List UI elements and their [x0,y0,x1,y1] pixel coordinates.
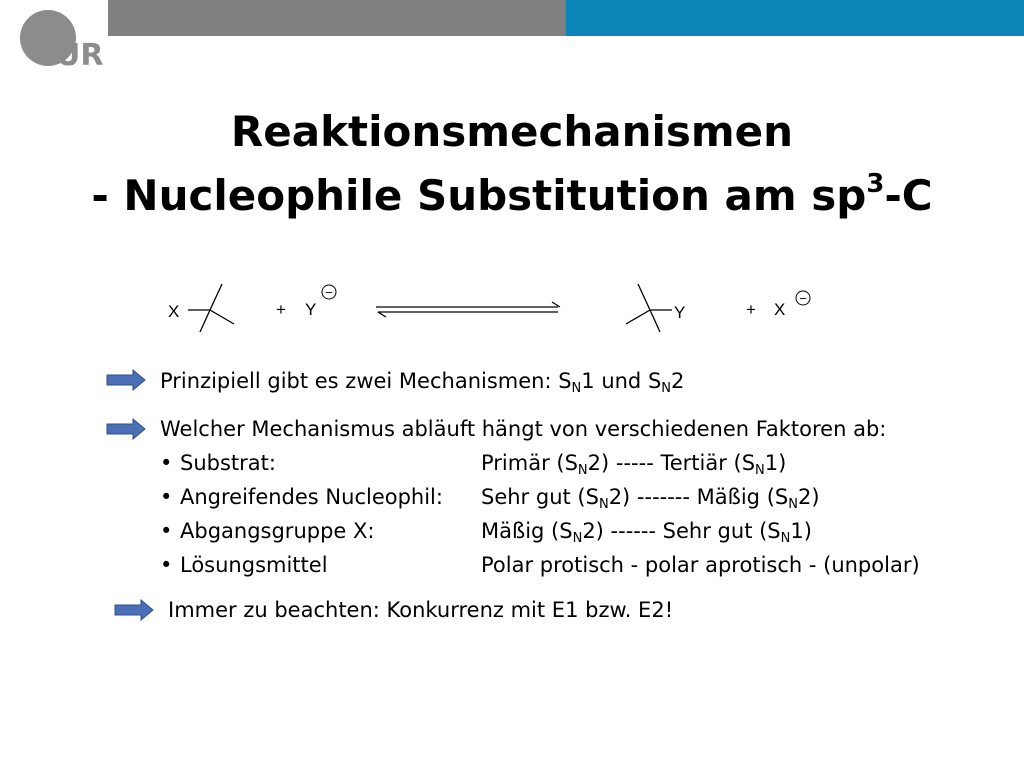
header-bar-gray [108,0,566,36]
reactant-x-label: X [168,302,180,321]
equilibrium-arrow-icon [376,302,560,317]
leaving-ion-label: X [774,300,786,319]
plus-sign-1: + [276,300,286,319]
university-logo [18,8,108,70]
arrow-bullet-icon [106,418,146,440]
plus-sign-2: + [746,300,756,319]
header-bar-blue [566,0,1024,36]
factor-label: Lösungsmittel [180,553,328,577]
bullet-dot: • [160,553,173,577]
title-line-1: Reaktionsmechanismen [230,107,794,156]
factor-value: Mäßig $(S_N2)$ ------ Sehr gut $(S_N1)$ [481,519,812,546]
charge-sign-2: − [799,291,807,306]
bullet-dot: • [160,519,173,543]
nucleophile-label: Y [305,300,317,319]
bullet-competition-note: Immer zu beachten: Konkurrenz mit E1 bzw. E2! [168,598,674,622]
factor-value: Primär $(S_N2)$ ----- Tertiär $(S_N1)$ [481,451,787,478]
bullet-dot: • [160,485,173,509]
title-line-2: - Nucleophile Substitution am $sp^3-C$ [91,169,933,220]
bullet-factors-intro: Welcher Mechanismus abläuft hängt von verschiedenen Faktoren ab: [160,417,887,441]
factor-value: Polar protisch - polar aprotisch - (unpolar) [481,553,920,577]
arrow-bullet-icon [106,369,146,391]
factor-label: Angreifendes Nucleophil: [180,485,443,509]
factor-label: Substrat: [180,451,276,475]
factor-value: Sehr gut $(S_N2)$ ------- Mäßig $(S_N2)$ [481,485,820,512]
product-y-label: Y [674,303,686,322]
bullet-mechanisms: Prinzipiell gibt es zwei Mechanismen: $S_N1$ und $S_N2$ [160,369,685,396]
bullet-dot: • [160,451,173,475]
logo-text: UR [56,38,104,70]
arrow-bullet-icon [114,599,154,621]
charge-sign-1: − [325,285,333,300]
slide-title [0,100,1024,228]
product-molecule [626,284,672,332]
reactant-molecule [188,284,234,332]
factor-label: Abgangsgruppe X: [180,519,375,543]
reaction-scheme [150,272,850,342]
